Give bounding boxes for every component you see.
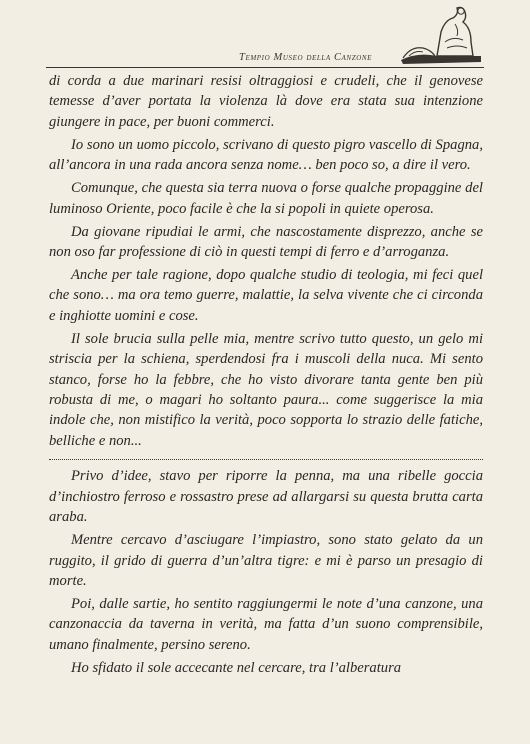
paragraph: Poi, dalle sartie, ho sentito raggiungermi le note d’una canzone, una canzonaccia da taverna in verità, ma fatta d’un suono comprensibile, umano finalmente, persino sereno. xyxy=(49,595,483,653)
running-title: Tempio Museo della Canzone xyxy=(239,52,372,63)
paragraph: Anche per tale ragione, dopo qualche studio di teologia, mi feci quel che sono… ma ora temo guerre, malattie, la selva vivente che ci circonda e inghiotte uomini e cose. xyxy=(49,267,483,324)
paragraph: Il sole brucia sulla pelle mia, mentre scrivo tutto questo, un gelo mi striscia per la schiena, sperdendosi fra i muscoli della nuca. Mi sento stanco, forse ho la febbre, che ho visto divorare tanta gente ben più robusta di me, o magari ho soltanto paura... come suggerisce la mia indole che, non mistifico la verità, poco sopporta lo strazio delle fatiche, belliche e non... xyxy=(49,330,483,449)
header-rule xyxy=(46,67,484,68)
sculpture-ornament-icon xyxy=(397,2,483,66)
section-break xyxy=(49,459,483,460)
paragraph: Comunque, che questa sia terra nuova o forse qualche propaggine del luminoso Oriente, poco facile è che la si popoli in quiete operosa. xyxy=(49,180,483,217)
paragraph: Io sono un uomo piccolo, scrivano di questo pigro vascello di Spagna, all’ancora in una rada ancora senza nome… ben poco so, a dire il vero. xyxy=(49,136,483,174)
body-text xyxy=(49,71,483,678)
paragraph: Da giovane ripudiai le armi, che nascostamente disprezzo, anche se non oso far professione di ciò in questi tempi di ferro e d’arroganza. xyxy=(49,223,483,261)
paragraph: Privo d’idee, stavo per riporre la penna, ma una ribelle goccia d’inchiostro ferroso e rossastro prese ad allargarsi su questa brutta carta araba. xyxy=(49,468,483,526)
paragraph: Mentre cercavo d’asciugare l’impiastro, sono stato gelato da un ruggito, il grido di guerra d’un’altra tigre: e mi è parso un presagio di morte. xyxy=(49,532,483,589)
paragraph: di corda a due marinari resisi oltraggiosi e crudeli, che il genovese temesse d’aver portata la violenza là dove era stata sua intenzione giungere in pace, per buoni commerci. xyxy=(49,73,483,130)
paragraph: Ho sfidato il sole accecante nel cercare, tra l’alberatura xyxy=(71,659,402,676)
